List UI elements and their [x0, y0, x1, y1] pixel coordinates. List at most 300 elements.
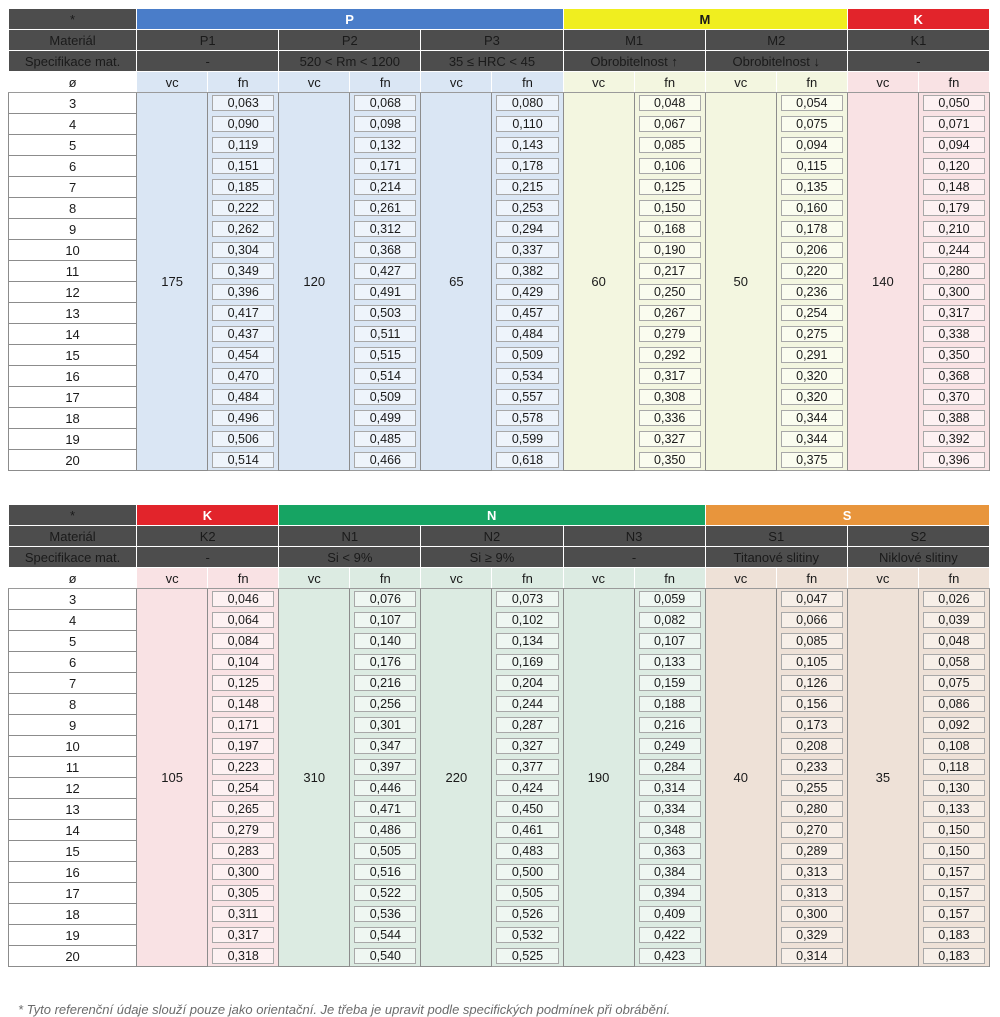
fn-value-cell [208, 198, 279, 219]
fn-value-cell [208, 345, 279, 366]
fn-value: 0,134 [496, 633, 558, 649]
fn-value: 0,450 [496, 801, 558, 817]
group-header-K: K [137, 505, 279, 526]
fn-value: 0,125 [212, 675, 274, 691]
fn-value: 0,486 [354, 822, 416, 838]
fn-value-cell [208, 303, 279, 324]
fn-value-cell [350, 610, 421, 631]
material-row-label: Materiál [9, 526, 137, 547]
fn-value-cell [208, 883, 279, 904]
fn-value: 0,265 [212, 801, 274, 817]
fn-value: 0,185 [212, 179, 274, 195]
fn-value: 0,110 [496, 116, 558, 132]
fn-value-cell [634, 925, 705, 946]
diameter-cell: 17 [9, 387, 137, 408]
fn-value: 0,249 [639, 738, 701, 754]
fn-value-cell [634, 387, 705, 408]
fn-value: 0,427 [354, 263, 416, 279]
diameter-cell: 9 [9, 219, 137, 240]
fn-header-P2: fn [350, 72, 421, 93]
fn-value: 0,514 [212, 452, 274, 468]
fn-value-cell [918, 715, 989, 736]
fn-value: 0,511 [354, 326, 416, 342]
material-cell-K1: K1 [847, 30, 989, 51]
fn-value: 0,084 [212, 633, 274, 649]
fn-value: 0,210 [923, 221, 985, 237]
vc-value-cell-S1: 40 [705, 589, 776, 967]
fn-value: 0,327 [496, 738, 558, 754]
fn-value-cell [634, 694, 705, 715]
diameter-cell: 15 [9, 345, 137, 366]
fn-value: 0,157 [923, 885, 985, 901]
fn-value-cell [776, 198, 847, 219]
fn-value: 0,253 [496, 200, 558, 216]
fn-value-cell [350, 198, 421, 219]
fn-value-cell [492, 820, 563, 841]
fn-value: 0,048 [923, 633, 985, 649]
material-cell-K2: K2 [137, 526, 279, 547]
fn-value-cell [492, 135, 563, 156]
fn-value: 0,107 [354, 612, 416, 628]
fn-value-cell [350, 652, 421, 673]
fn-value: 0,150 [923, 843, 985, 859]
fn-value: 0,120 [923, 158, 985, 174]
vc-header-P3: vc [421, 72, 492, 93]
fn-value-cell [492, 925, 563, 946]
fn-value-cell [208, 324, 279, 345]
diameter-cell: 3 [9, 93, 137, 114]
fn-value-cell [634, 198, 705, 219]
fn-value-cell [492, 177, 563, 198]
vc-header-S1: vc [705, 568, 776, 589]
fn-value-cell [350, 345, 421, 366]
fn-value-cell [918, 366, 989, 387]
fn-value: 0,509 [496, 347, 558, 363]
material-cell-M1: M1 [563, 30, 705, 51]
fn-value-cell [208, 946, 279, 967]
fn-value: 0,071 [923, 116, 985, 132]
fn-value-cell [208, 652, 279, 673]
fn-value: 0,417 [212, 305, 274, 321]
fn-value: 0,327 [639, 431, 701, 447]
fn-value: 0,204 [496, 675, 558, 691]
fn-value-cell [918, 135, 989, 156]
fn-value: 0,500 [496, 864, 558, 880]
fn-value: 0,526 [496, 906, 558, 922]
material-cell-P1: P1 [137, 30, 279, 51]
fn-value: 0,046 [212, 591, 274, 607]
fn-value-cell [918, 345, 989, 366]
fn-value-cell [350, 694, 421, 715]
fn-value: 0,484 [212, 389, 274, 405]
fn-value-cell [776, 883, 847, 904]
vc-header-N2: vc [421, 568, 492, 589]
fn-value: 0,396 [923, 452, 985, 468]
fn-value-cell [776, 799, 847, 820]
vc-value-cell-S2: 35 [847, 589, 918, 967]
fn-value-cell [776, 715, 847, 736]
fn-value: 0,491 [354, 284, 416, 300]
vc-header-M2: vc [705, 72, 776, 93]
fn-value-cell [208, 715, 279, 736]
fn-value-cell [350, 387, 421, 408]
vc-value-cell-P3: 65 [421, 93, 492, 471]
fn-value-cell [918, 324, 989, 345]
fn-value: 0,133 [923, 801, 985, 817]
fn-value: 0,312 [354, 221, 416, 237]
fn-value-cell [208, 219, 279, 240]
fn-value-cell [634, 715, 705, 736]
diameter-cell: 19 [9, 925, 137, 946]
fn-value-cell [350, 925, 421, 946]
fn-value-cell [208, 177, 279, 198]
fn-value-cell [350, 820, 421, 841]
fn-value: 0,470 [212, 368, 274, 384]
fn-value: 0,368 [354, 242, 416, 258]
fn-value-cell [350, 135, 421, 156]
fn-value-cell [918, 694, 989, 715]
fn-value-cell [492, 862, 563, 883]
fn-value: 0,525 [496, 948, 558, 964]
fn-value: 0,503 [354, 305, 416, 321]
fn-value-cell [918, 862, 989, 883]
fn-value: 0,334 [639, 801, 701, 817]
fn-value-cell [918, 408, 989, 429]
diameter-cell: 11 [9, 757, 137, 778]
spec-cell-S1: Titanové slitiny [705, 547, 847, 568]
fn-value-cell [634, 240, 705, 261]
fn-value-cell [350, 450, 421, 471]
fn-value: 0,106 [639, 158, 701, 174]
vc-value-cell-P2: 120 [279, 93, 350, 471]
fn-value-cell [776, 925, 847, 946]
diameter-cell: 12 [9, 778, 137, 799]
fn-value-cell [634, 135, 705, 156]
fn-value-cell [492, 883, 563, 904]
spec-cell-M2: Obrobitelnost ↓ [705, 51, 847, 72]
fn-value: 0,314 [781, 948, 843, 964]
fn-value: 0,329 [781, 927, 843, 943]
diameter-cell: 19 [9, 429, 137, 450]
fn-value: 0,236 [781, 284, 843, 300]
fn-value-cell [208, 429, 279, 450]
fn-value-cell [918, 631, 989, 652]
fn-value: 0,082 [639, 612, 701, 628]
fn-value-cell [350, 429, 421, 450]
diameter-cell: 4 [9, 114, 137, 135]
fn-value-cell [918, 219, 989, 240]
fn-header-P3: fn [492, 72, 563, 93]
fn-value: 0,314 [639, 780, 701, 796]
fn-value-cell [776, 387, 847, 408]
fn-value-cell [208, 114, 279, 135]
fn-value: 0,396 [212, 284, 274, 300]
fn-value: 0,183 [923, 948, 985, 964]
group-header-M: M [563, 9, 847, 30]
group-header-P: P [137, 9, 563, 30]
diameter-cell: 20 [9, 450, 137, 471]
fn-value: 0,254 [212, 780, 274, 796]
fn-value: 0,279 [639, 326, 701, 342]
fn-value: 0,375 [781, 452, 843, 468]
fn-value-cell [350, 904, 421, 925]
fn-value: 0,223 [212, 759, 274, 775]
fn-value: 0,178 [496, 158, 558, 174]
fn-value: 0,454 [212, 347, 274, 363]
fn-value-cell [776, 736, 847, 757]
fn-value-cell [492, 694, 563, 715]
fn-value: 0,132 [354, 137, 416, 153]
fn-value: 0,118 [923, 759, 985, 775]
fn-value: 0,066 [781, 612, 843, 628]
fn-value-cell [208, 694, 279, 715]
diameter-symbol-cell: ø [9, 72, 137, 93]
fn-value-cell [492, 589, 563, 610]
fn-value: 0,039 [923, 612, 985, 628]
fn-value-cell [918, 736, 989, 757]
fn-value-cell [492, 303, 563, 324]
fn-value: 0,216 [639, 717, 701, 733]
fn-value: 0,377 [496, 759, 558, 775]
fn-value: 0,058 [923, 654, 985, 670]
fn-value-cell [350, 324, 421, 345]
fn-value-cell [208, 135, 279, 156]
fn-value: 0,422 [639, 927, 701, 943]
diameter-cell: 4 [9, 610, 137, 631]
spec-row-label: Specifikace mat. [9, 51, 137, 72]
fn-value: 0,173 [781, 717, 843, 733]
fn-value: 0,148 [923, 179, 985, 195]
fn-value: 0,347 [354, 738, 416, 754]
fn-value: 0,250 [639, 284, 701, 300]
diameter-cell: 13 [9, 303, 137, 324]
fn-value: 0,283 [212, 843, 274, 859]
fn-value: 0,150 [639, 200, 701, 216]
fn-value-cell [634, 177, 705, 198]
fn-value: 0,104 [212, 654, 274, 670]
fn-value-cell [634, 883, 705, 904]
corner-asterisk-cell: * [9, 9, 137, 30]
fn-value-cell [350, 631, 421, 652]
fn-value: 0,135 [781, 179, 843, 195]
fn-value: 0,384 [639, 864, 701, 880]
fn-value: 0,509 [354, 389, 416, 405]
fn-value: 0,075 [923, 675, 985, 691]
diameter-cell: 10 [9, 736, 137, 757]
fn-value: 0,179 [923, 200, 985, 216]
fn-value: 0,317 [923, 305, 985, 321]
fn-value: 0,483 [496, 843, 558, 859]
fn-value-cell [634, 345, 705, 366]
fn-value: 0,254 [781, 305, 843, 321]
material-cell-S1: S1 [705, 526, 847, 547]
fn-value: 0,557 [496, 389, 558, 405]
fn-value-cell [350, 303, 421, 324]
fn-value: 0,280 [923, 263, 985, 279]
fn-value: 0,471 [354, 801, 416, 817]
fn-value-cell [776, 345, 847, 366]
fn-value-cell [918, 387, 989, 408]
fn-value-cell [208, 631, 279, 652]
fn-value-cell [350, 219, 421, 240]
fn-value: 0,320 [781, 389, 843, 405]
fn-value-cell [634, 282, 705, 303]
fn-value-cell [208, 757, 279, 778]
fn-value: 0,287 [496, 717, 558, 733]
fn-value-cell [634, 408, 705, 429]
fn-value: 0,261 [354, 200, 416, 216]
fn-value: 0,499 [354, 410, 416, 426]
fn-value: 0,244 [923, 242, 985, 258]
fn-value-cell [492, 114, 563, 135]
diameter-cell: 18 [9, 904, 137, 925]
spec-cell-S2: Niklové slitiny [847, 547, 989, 568]
fn-header-K2: fn [208, 568, 279, 589]
fn-value: 0,157 [923, 906, 985, 922]
fn-value: 0,320 [781, 368, 843, 384]
fn-value-cell [208, 610, 279, 631]
fn-value-cell [208, 387, 279, 408]
fn-value: 0,514 [354, 368, 416, 384]
diameter-cell: 3 [9, 589, 137, 610]
fn-value-cell [634, 820, 705, 841]
fn-value-cell [634, 610, 705, 631]
fn-value-cell [918, 904, 989, 925]
fn-value: 0,085 [781, 633, 843, 649]
fn-value: 0,206 [781, 242, 843, 258]
fn-value-cell [350, 366, 421, 387]
spec-row-label: Specifikace mat. [9, 547, 137, 568]
fn-value-cell [350, 799, 421, 820]
fn-value-cell [918, 198, 989, 219]
fn-value: 0,222 [212, 200, 274, 216]
fn-value: 0,171 [354, 158, 416, 174]
fn-value-cell [634, 841, 705, 862]
diameter-cell: 9 [9, 715, 137, 736]
fn-value-cell [776, 177, 847, 198]
fn-value: 0,183 [923, 927, 985, 943]
vc-header-P2: vc [279, 72, 350, 93]
fn-value: 0,197 [212, 738, 274, 754]
fn-value: 0,171 [212, 717, 274, 733]
fn-value-cell [918, 778, 989, 799]
fn-header-P1: fn [208, 72, 279, 93]
fn-value-cell [492, 261, 563, 282]
fn-value-cell [208, 156, 279, 177]
fn-value-cell [776, 282, 847, 303]
fn-value: 0,437 [212, 326, 274, 342]
fn-value-cell [208, 904, 279, 925]
spec-cell-N1: Si < 9% [279, 547, 421, 568]
fn-value: 0,168 [639, 221, 701, 237]
fn-value-cell [634, 631, 705, 652]
fn-value: 0,092 [923, 717, 985, 733]
cutting-data-table-top [8, 8, 990, 471]
diameter-cell: 5 [9, 135, 137, 156]
fn-value-cell [634, 156, 705, 177]
fn-value: 0,311 [212, 906, 274, 922]
fn-value-cell [918, 114, 989, 135]
group-header-S: S [705, 505, 989, 526]
fn-value: 0,208 [781, 738, 843, 754]
fn-header-M2: fn [776, 72, 847, 93]
fn-value-cell [776, 219, 847, 240]
fn-value: 0,291 [781, 347, 843, 363]
fn-value-cell [634, 303, 705, 324]
fn-value: 0,244 [496, 696, 558, 712]
fn-value: 0,190 [639, 242, 701, 258]
fn-value-cell [918, 177, 989, 198]
fn-value-cell [208, 408, 279, 429]
fn-value-cell [918, 429, 989, 450]
fn-value-cell [776, 904, 847, 925]
fn-value: 0,599 [496, 431, 558, 447]
fn-value: 0,140 [354, 633, 416, 649]
fn-value: 0,026 [923, 591, 985, 607]
fn-value: 0,150 [923, 822, 985, 838]
fn-value-cell [350, 177, 421, 198]
fn-value-cell [492, 610, 563, 631]
fn-value-cell [918, 261, 989, 282]
fn-value: 0,344 [781, 410, 843, 426]
fn-value-cell [918, 589, 989, 610]
fn-value: 0,176 [354, 654, 416, 670]
fn-value-cell [634, 589, 705, 610]
fn-value: 0,067 [639, 116, 701, 132]
diameter-cell: 13 [9, 799, 137, 820]
group-header-K: K [847, 9, 989, 30]
diameter-cell: 7 [9, 673, 137, 694]
fn-value: 0,105 [781, 654, 843, 670]
fn-value: 0,178 [781, 221, 843, 237]
fn-value: 0,429 [496, 284, 558, 300]
fn-value-cell [918, 240, 989, 261]
diameter-cell: 5 [9, 631, 137, 652]
fn-value-cell [492, 450, 563, 471]
fn-value: 0,064 [212, 612, 274, 628]
fn-value: 0,305 [212, 885, 274, 901]
fn-value: 0,256 [354, 696, 416, 712]
fn-value: 0,115 [781, 158, 843, 174]
fn-value-cell [208, 862, 279, 883]
fn-value: 0,073 [496, 591, 558, 607]
spec-cell-P3: 35 ≤ HRC < 45 [421, 51, 563, 72]
fn-value-cell [492, 387, 563, 408]
diameter-cell: 17 [9, 883, 137, 904]
fn-value-cell [776, 757, 847, 778]
fn-value: 0,506 [212, 431, 274, 447]
fn-value: 0,151 [212, 158, 274, 174]
vc-header-P1: vc [137, 72, 208, 93]
fn-value: 0,505 [496, 885, 558, 901]
spec-cell-N3: - [563, 547, 705, 568]
fn-value-cell [634, 261, 705, 282]
fn-value-cell [918, 156, 989, 177]
fn-value-cell [492, 715, 563, 736]
fn-value-cell [350, 240, 421, 261]
fn-value-cell [350, 757, 421, 778]
fn-value: 0,143 [496, 137, 558, 153]
fn-value: 0,544 [354, 927, 416, 943]
fn-value-cell [492, 946, 563, 967]
fn-value-cell [492, 904, 563, 925]
fn-value-cell [634, 862, 705, 883]
fn-value: 0,344 [781, 431, 843, 447]
fn-value-cell [350, 883, 421, 904]
fn-value-cell [918, 799, 989, 820]
fn-value-cell [776, 114, 847, 135]
fn-header-N3: fn [634, 568, 705, 589]
